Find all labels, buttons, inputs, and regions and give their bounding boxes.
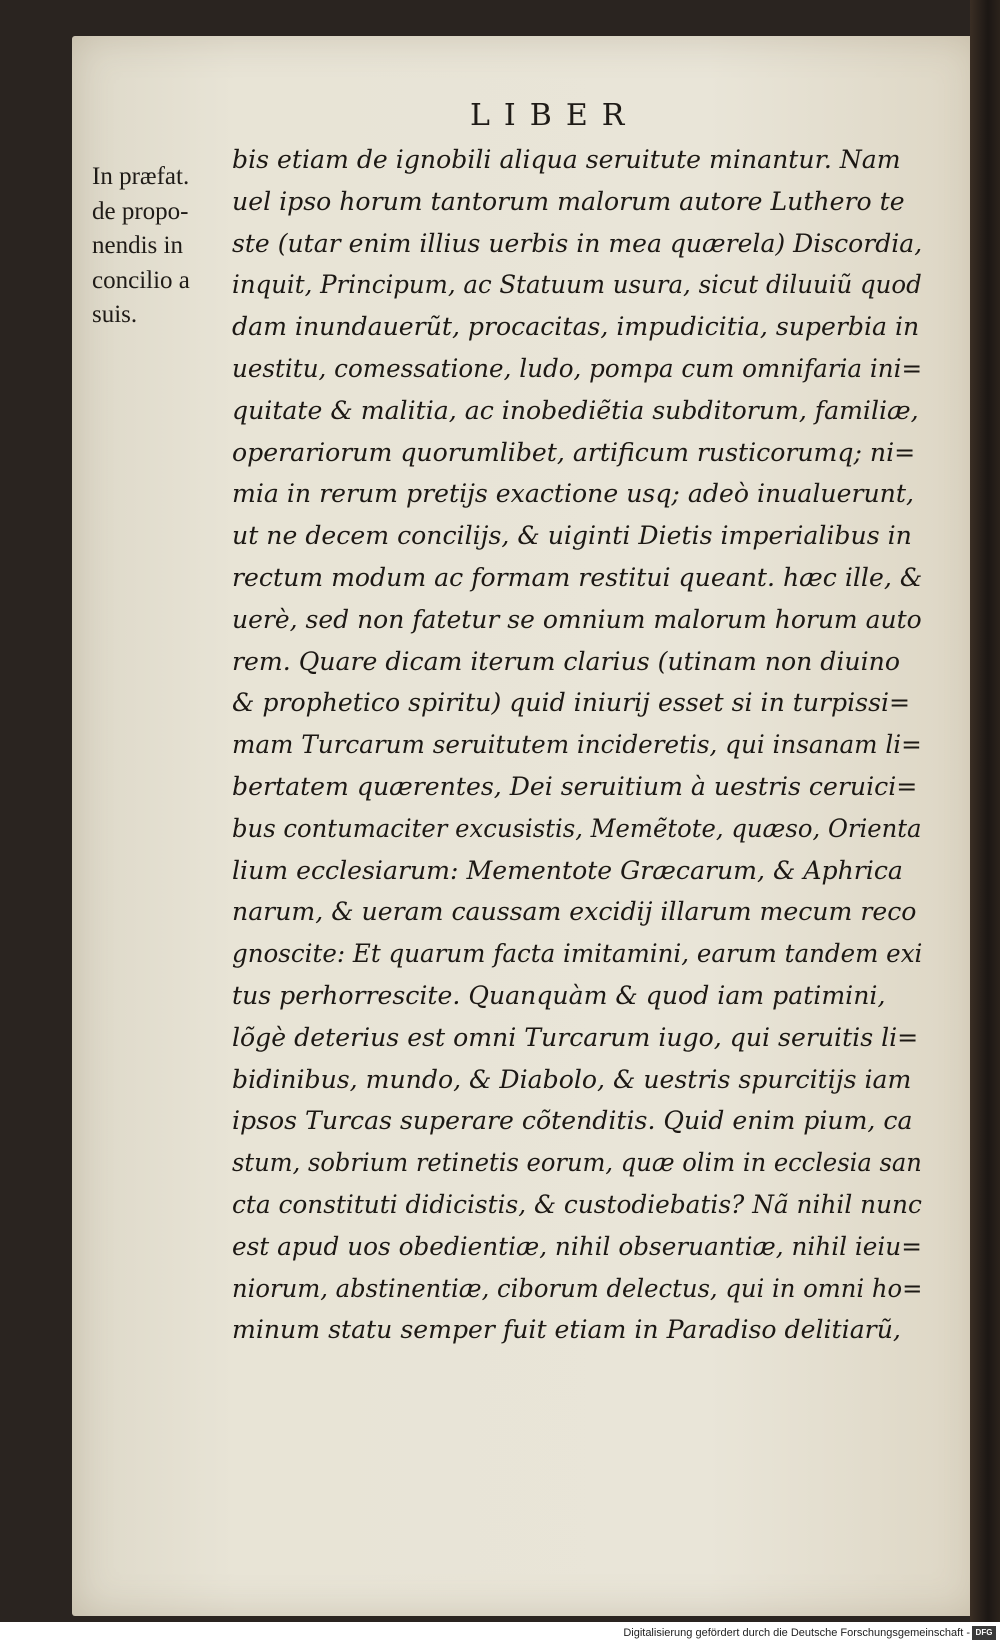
book-binding-edge (970, 0, 1000, 1622)
marginal-note-line: nendis in (92, 232, 183, 259)
text-line: rectum modum ac formam restitui queant. hæc ille, & (232, 562, 923, 593)
text-line: niorum, abstinentiæ, ciborum delectus, qui in omni ho= (232, 1273, 923, 1304)
dfg-logo: DFG (972, 1626, 996, 1640)
marginal-note-line: de propo- (92, 197, 189, 225)
text-line: quitate & malitia, ac inobediẽtia subditorum, familiæ, (232, 395, 919, 426)
text-line: bertatem quærentes, Dei seruitium à uestris ceruici= (232, 771, 918, 802)
text-line: ut ne decem concilijs, & uiginti Dietis imperialibus in (232, 521, 912, 552)
text-line: inquit, Principum, ac Statuum usura, sicut diluuiũ quod (232, 270, 922, 301)
text-line: minum statu semper fuit etiam in Paradiso delitiarũ, (232, 1315, 901, 1346)
marginal-note-line: In præfat. (92, 163, 190, 190)
marginal-note-line: concilio a (92, 266, 190, 294)
text-line: bis etiam de ignobili aliqua seruitute minantur. Nam (232, 145, 901, 175)
text-line: bidinibus, mundo, & Diabolo, & uestris spurcitijs iam (232, 1064, 912, 1095)
text-line: tus perhorrescite. Quanquàm & quod iam patimini, (232, 980, 886, 1011)
text-line: uestitu, comessatione, ludo, pompa cum omnifaria ini= (232, 353, 923, 384)
text-line: mam Turcarum seruitutem incideretis, qui insanam li= (232, 730, 922, 761)
text-line: ste (utar enim illius uerbis in mea quærela) Discordia, (232, 228, 923, 259)
text-line: lõgè deterius est omni Turcarum iugo, qui seruitis li= (232, 1022, 919, 1053)
marginal-note-line: suis. (92, 301, 138, 328)
text-line: lium ecclesiarum: Mementote Græcarum, & Aphrica (232, 855, 903, 886)
text-line: ipsos Turcas superare cõtenditis. Quid enim pium, ca (232, 1106, 913, 1137)
marginal-note (92, 160, 222, 333)
text-line: cta constituti didicistis, & custodiebatis? Nã nihil nunc (232, 1189, 922, 1220)
running-head: LIBER (470, 98, 639, 133)
main-text-block (232, 140, 932, 1352)
text-line: stum, sobrium retinetis eorum, quæ olim in ecclesia san (232, 1148, 922, 1179)
text-line: mia in rerum pretijs exactione usq; adeò inualuerunt, (232, 479, 914, 510)
text-line: rem. Quare dicam iterum clarius (utinam non diuino (232, 646, 900, 677)
text-line: dam inundauerũt, procacitas, impudicitia, superbia in (232, 312, 920, 343)
text-line: operariorum quorumlibet, artificum rusticorumq; ni= (232, 437, 916, 468)
text-line: & prophetico spiritu) quid iniurij esset si in turpissi= (232, 688, 911, 719)
funding-credit: Digitalisierung gefördert durch die Deutsche Forschungsgemeinschaft - (623, 1627, 970, 1639)
text-line: uel ipso horum tantorum malorum autore Luthero te (232, 186, 905, 217)
text-line: narum, & ueram caussam excidij illarum mecum reco (232, 897, 917, 928)
text-line: est apud uos obedientiæ, nihil obseruantiæ, nihil ieiu= (232, 1231, 922, 1262)
text-line: uerè, sed non fatetur se omnium malorum horum auto (232, 604, 922, 635)
text-line: gnoscite: Et quarum facta imitamini, earum tandem exi (232, 939, 923, 970)
digitization-footer (0, 1622, 1000, 1645)
text-line: bus contumaciter excusistis, Memẽtote, quæso, Orienta (232, 813, 922, 844)
